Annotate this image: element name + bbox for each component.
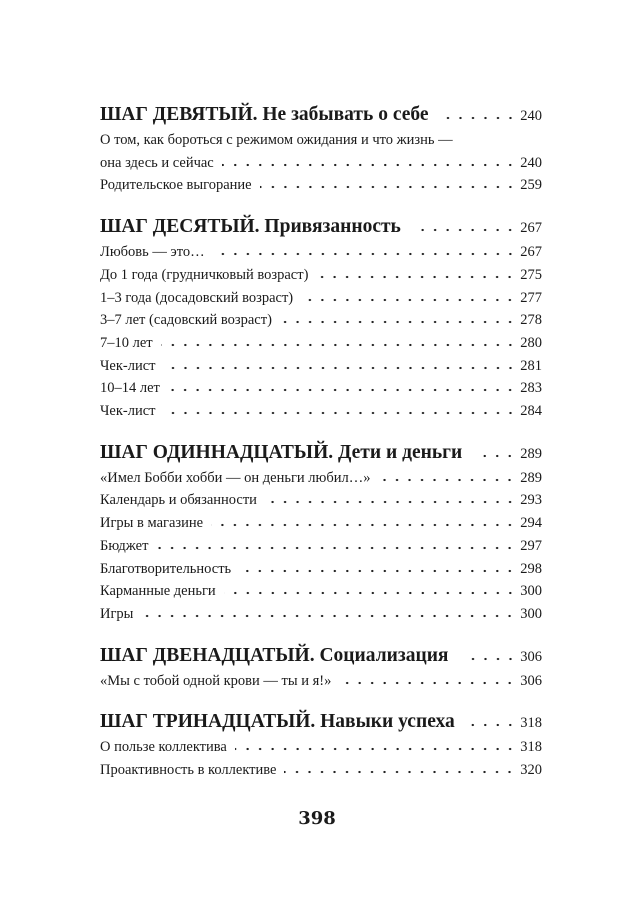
toc-entry: [100, 355, 542, 378]
dot-leader: [161, 343, 517, 347]
entry-title: Благотворительность: [100, 560, 232, 577]
entry-title: Проактивность в коллективе: [100, 762, 277, 779]
entry-page: 306: [520, 672, 542, 689]
dot-leader: [164, 411, 517, 415]
chapter-page: 306: [520, 648, 542, 665]
toc-entry: [100, 152, 542, 175]
chapter-title: ШАГ ОДИННАДЦАТЫЙ. Дети и деньги: [100, 441, 463, 463]
toc-entry: [100, 603, 542, 626]
toc-entry: [100, 174, 542, 197]
dot-leader: [378, 478, 516, 482]
entry-page: 300: [520, 605, 542, 622]
entry-title: Чек-лист: [100, 403, 156, 420]
entry-page: 300: [520, 583, 542, 600]
dot-leader: [168, 388, 516, 392]
entry-title: Игры в магазине: [100, 515, 204, 532]
entry-title: О пользе коллектива: [100, 739, 227, 756]
dot-leader: [156, 546, 516, 550]
entry-title: 10–14 лет: [100, 380, 160, 397]
dot-leader: [443, 116, 517, 120]
chapter-page: 240: [520, 108, 542, 124]
entry-page: 284: [520, 403, 542, 420]
entry-page: 293: [520, 492, 542, 509]
chapter-page: 267: [520, 220, 542, 237]
chapter-title: ШАГ ТРИНАДЦАТЫЙ. Навыки успеха: [100, 711, 455, 733]
entry-page: 278: [520, 312, 542, 329]
toc-chapter-heading: [100, 102, 542, 129]
dot-leader: [239, 569, 516, 573]
toc-entry: [100, 400, 542, 423]
dot-leader: [260, 185, 517, 189]
dot-leader: [141, 614, 516, 618]
toc-entry: [100, 670, 542, 693]
entry-title: 3–7 лет (садовский возраст): [100, 312, 272, 329]
dot-leader: [284, 770, 516, 774]
toc-entry: [100, 736, 542, 759]
toc-entry: [100, 467, 542, 490]
chapter-title: ШАГ ДЕСЯТЫЙ. Привязанность: [100, 216, 401, 238]
entry-title: Бюджет: [100, 537, 149, 554]
entry-page: 294: [520, 515, 542, 532]
toc-entry-line: О том, как бороться с режимом ожидания и что жизнь —: [100, 132, 453, 148]
dot-leader: [469, 723, 517, 727]
dot-leader: [280, 320, 516, 324]
toc-chapter-heading: [100, 709, 542, 736]
toc-entry: [100, 241, 542, 264]
toc-section: [100, 440, 542, 626]
toc-entry: [100, 264, 542, 287]
toc-chapter-heading: [100, 214, 542, 241]
toc-entry: [100, 287, 542, 310]
chapter-page: 318: [520, 715, 542, 732]
toc-section: [100, 102, 542, 197]
entry-title: До 1 года (грудничковый возраст): [100, 266, 309, 283]
chapter-title: ШАГ ДВЕНАДЦАТЫЙ. Социализация: [100, 644, 449, 666]
entry-page: 298: [520, 560, 542, 577]
entry-page: 297: [520, 537, 542, 554]
dot-leader: [316, 275, 516, 279]
entry-page: 259: [520, 177, 542, 194]
entry-title: Родительское выгорание: [100, 177, 252, 194]
entry-page: 320: [520, 762, 542, 779]
entry-title: 7–10 лет: [100, 334, 153, 351]
dot-leader: [301, 298, 516, 302]
entry-page: 318: [520, 739, 542, 756]
dot-leader: [224, 591, 517, 595]
toc-entry: [100, 558, 542, 581]
dot-leader: [211, 523, 516, 527]
entry-title: она здесь и сейчас: [100, 154, 214, 171]
entry-page: 267: [520, 244, 542, 261]
toc-entry: [100, 332, 542, 355]
toc-entry: [100, 759, 542, 782]
toc-chapter-heading: [100, 440, 542, 467]
table-of-contents: [100, 102, 542, 782]
dot-leader: [222, 163, 517, 167]
entry-title: Чек-лист: [100, 357, 156, 374]
dot-leader: [213, 252, 517, 256]
entry-page: 280: [520, 334, 542, 351]
entry-page: 240: [520, 154, 542, 171]
toc-entry: [100, 377, 542, 400]
dot-leader: [265, 500, 516, 504]
chapter-title: ШАГ ДЕВЯТЫЙ. Не забывать о себе: [100, 104, 429, 125]
toc-section: [100, 214, 542, 423]
chapter-page: 289: [520, 445, 542, 462]
entry-page: 277: [520, 289, 542, 306]
dot-leader: [463, 657, 517, 661]
dot-leader: [164, 366, 517, 370]
entry-title: Карманные деньги: [100, 583, 216, 600]
entry-page: 283: [520, 380, 542, 397]
dot-leader: [235, 747, 516, 751]
toc-entry: [100, 309, 542, 332]
toc-section: [100, 709, 542, 781]
entry-page: 275: [520, 266, 542, 283]
entry-title: «Имел Бобби хобби — он деньги любил…»: [100, 469, 371, 486]
entry-title: 1–3 года (досадовский возраст): [100, 289, 294, 306]
toc-section: [100, 643, 542, 693]
toc-entry: [100, 535, 542, 558]
page-number: 398: [298, 808, 336, 829]
entry-page: 281: [520, 357, 542, 374]
entry-title: Любовь — это…: [100, 244, 205, 261]
entry-page: 289: [520, 469, 542, 486]
entry-title: Игры: [100, 605, 134, 622]
toc-entry: [100, 512, 542, 535]
toc-entry: [100, 580, 542, 603]
dot-leader: [415, 228, 516, 232]
dot-leader: [476, 454, 516, 458]
entry-title: «Мы с тобой одной крови — ты и я!»: [100, 672, 332, 689]
toc-entry: [100, 489, 542, 512]
entry-title: Календарь и обязанности: [100, 492, 257, 509]
dot-leader: [339, 681, 516, 685]
toc-chapter-heading: [100, 643, 542, 670]
